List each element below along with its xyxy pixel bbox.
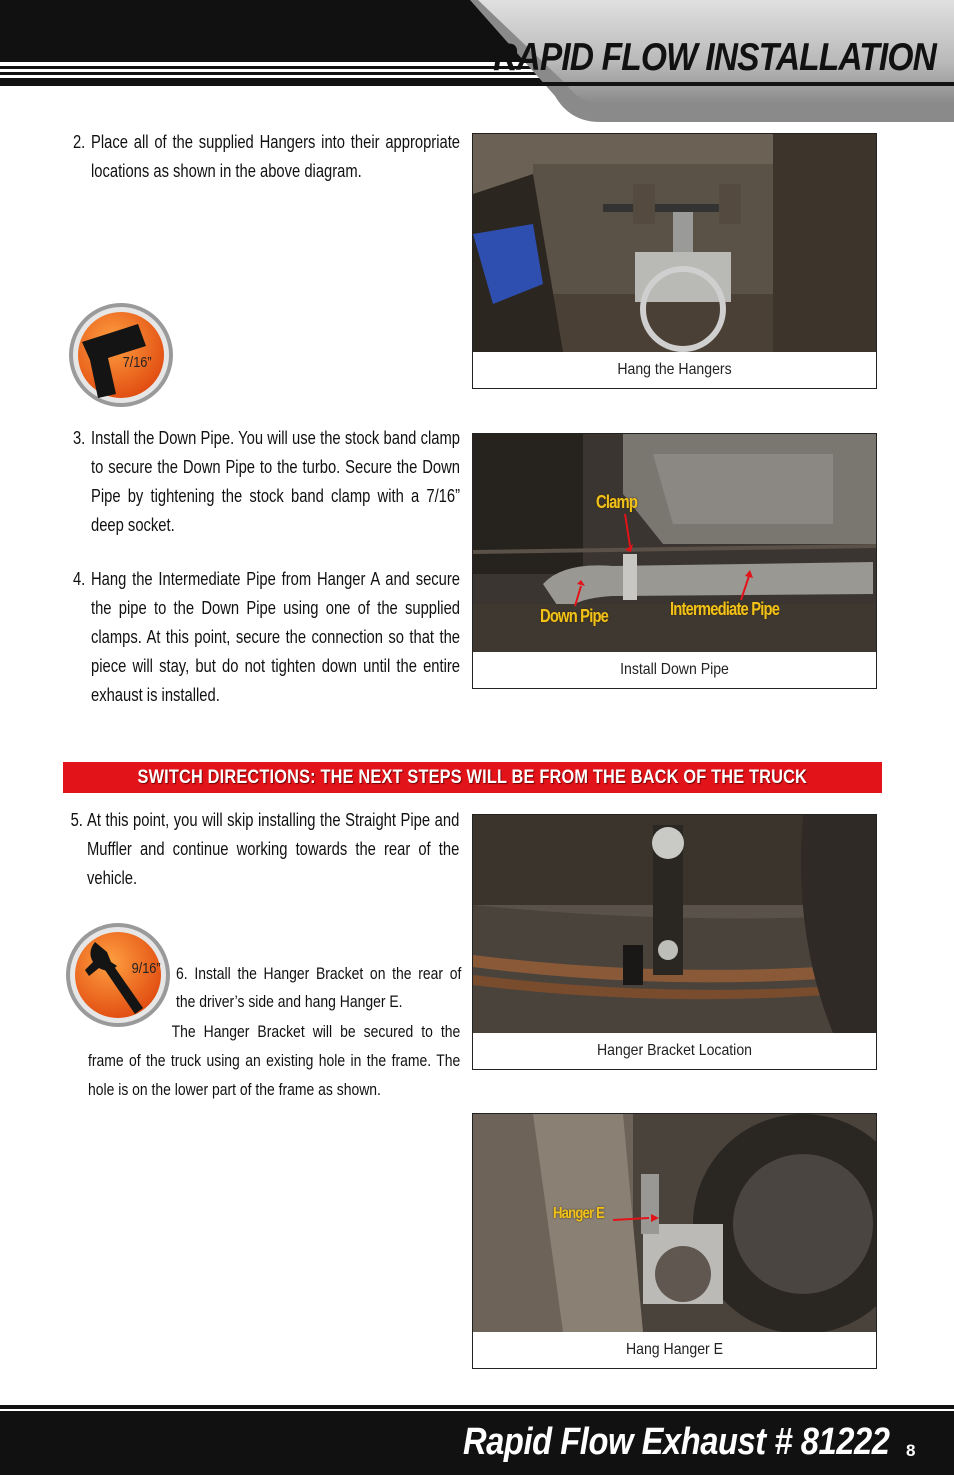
step-text: The Hanger Bracket will be secured to the frame of the truck using an existing hole in the frame. The hole is on the lower part of the frame as shown.	[88, 1022, 461, 1099]
step-text: 6. Install the Hanger Bracket on the rear of the driver’s side and hang Hanger E.	[176, 964, 462, 1011]
step-5	[70, 806, 460, 893]
step-6-detail	[88, 1017, 460, 1104]
switch-directions-banner	[63, 762, 882, 793]
photo-label-intermediate-pipe: Intermediate Pipe	[670, 599, 780, 619]
socket-size-label: 7/16”	[122, 354, 152, 371]
photo-install-down-pipe	[472, 433, 877, 689]
photo-label-hanger-e: Hanger E	[553, 1205, 605, 1222]
step-2	[72, 128, 460, 186]
step-number: 2.	[72, 132, 86, 152]
step-3	[72, 424, 460, 540]
photo-hanger-bracket-location	[472, 814, 877, 1070]
photo-label-clamp: Clamp	[596, 492, 638, 512]
step-text: Hang the Intermediate Pipe from Hanger A and secure the pipe to the Down Pipe using one of the supplied clamps. At this point, secure the connection so that the piece will stay, but do not tighten down until the entire exhaust is installed.	[91, 569, 460, 705]
step-number: 3.	[72, 428, 86, 448]
step-number: 5.	[70, 810, 83, 830]
page-header	[0, 0, 954, 130]
photo-image	[473, 134, 876, 352]
page-number: 8	[906, 1441, 916, 1460]
step-text: At this point, you will skip installing the Straight Pipe and Muffler and continue working towards the rear of the vehicle.	[87, 810, 460, 888]
photo-image	[473, 1114, 876, 1332]
photo-caption: Hanger Bracket Location	[597, 1042, 752, 1059]
socket-size-label: 9/16”	[131, 960, 161, 977]
page-title: RAPID FLOW INSTALLATION	[493, 36, 936, 79]
banner-text: SWITCH DIRECTIONS: THE NEXT STEPS WILL BE FROM THE BACK OF THE TRUCK	[137, 767, 808, 788]
photo-label-down-pipe: Down Pipe	[540, 606, 609, 626]
step-4	[72, 565, 460, 710]
wrench-icon	[68, 302, 174, 408]
photo-hang-hanger-e	[472, 1113, 877, 1369]
photo-image	[473, 815, 876, 1033]
socket-size-badge	[65, 922, 171, 1028]
step-text: Install the Down Pipe. You will use the stock band clamp to secure the Down Pipe to the turbo. Secure the Down Pipe by tightening the stock band clamp with a 7/16” deep socket.	[91, 428, 460, 535]
page-footer	[0, 1405, 954, 1475]
photo-hang-hangers	[472, 133, 877, 389]
step-text: Place all of the supplied Hangers into their appropriate locations as shown in the above diagram.	[91, 132, 460, 181]
socket-size-badge	[68, 302, 174, 408]
step-number: 4.	[72, 569, 86, 589]
step-6-intro	[176, 960, 461, 1016]
photo-caption: Hang the Hangers	[617, 361, 732, 378]
footer-title: Rapid Flow Exhaust # 81222	[463, 1421, 890, 1463]
photo-caption: Install Down Pipe	[620, 661, 729, 678]
photo-caption: Hang Hanger E	[625, 1341, 724, 1358]
